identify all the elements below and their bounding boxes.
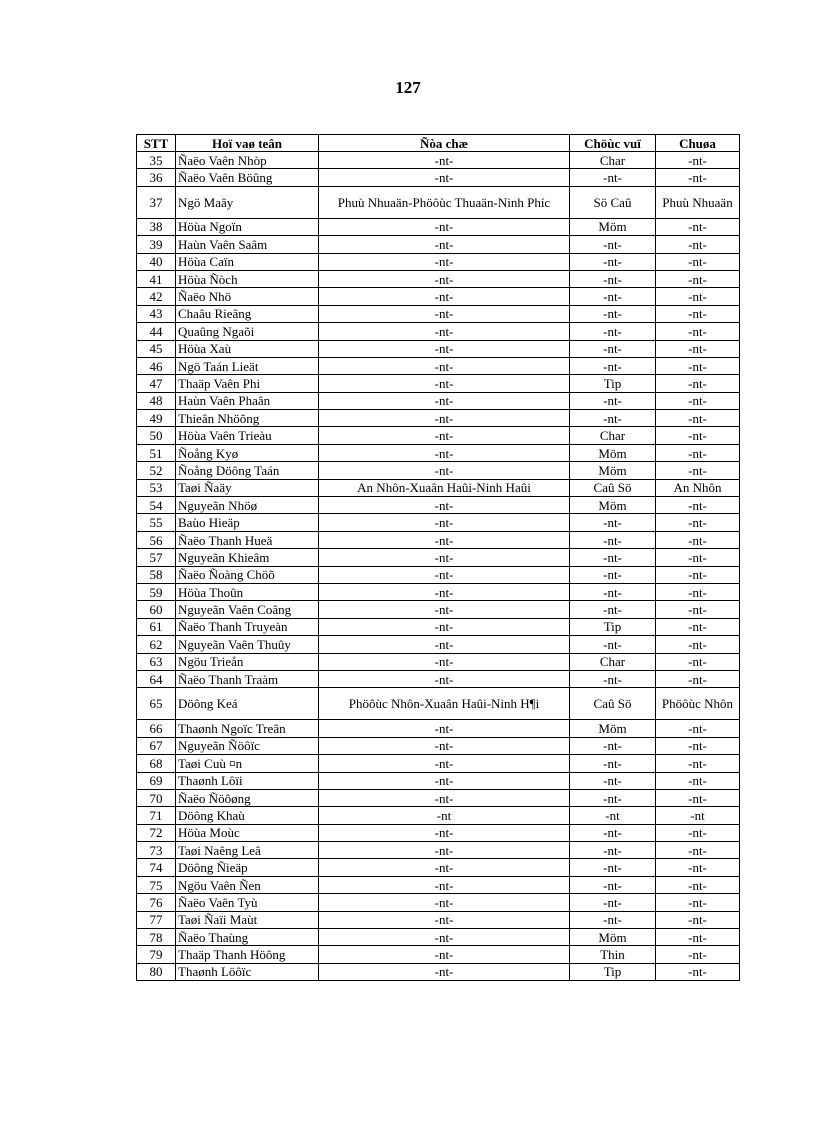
cell-title: -nt-: [570, 392, 656, 409]
cell-address: -nt-: [319, 911, 570, 928]
cell-title: -nt-: [570, 755, 656, 772]
cell-address: -nt-: [319, 340, 570, 357]
cell-address: -nt-: [319, 531, 570, 548]
cell-stt: 57: [137, 549, 176, 566]
cell-address: -nt-: [319, 236, 570, 253]
cell-title: -nt-: [570, 323, 656, 340]
cell-address: -nt-: [319, 427, 570, 444]
cell-pagoda: -nt-: [656, 253, 740, 270]
cell-pagoda: -nt-: [656, 340, 740, 357]
cell-title: Caû Sö: [570, 688, 656, 720]
header-address: Ñòa chæ: [319, 135, 570, 152]
cell-title: -nt-: [570, 842, 656, 859]
cell-name: Ñaëo Thanh Traàm: [176, 670, 319, 687]
cell-address: -nt-: [319, 636, 570, 653]
table-row: [137, 497, 740, 514]
cell-title: Caû Sö: [570, 479, 656, 496]
cell-stt: 56: [137, 531, 176, 548]
table-row: [137, 963, 740, 980]
cell-pagoda: -nt-: [656, 772, 740, 789]
cell-pagoda: -nt: [656, 807, 740, 824]
cell-address: -nt-: [319, 755, 570, 772]
table-row: [137, 392, 740, 409]
table-row: [137, 566, 740, 583]
cell-stt: 62: [137, 636, 176, 653]
cell-name: Höùa Caïn: [176, 253, 319, 270]
cell-address: -nt-: [319, 392, 570, 409]
cell-address: -nt-: [319, 789, 570, 806]
cell-stt: 47: [137, 375, 176, 392]
cell-title: -nt-: [570, 737, 656, 754]
cell-title: -nt-: [570, 549, 656, 566]
cell-stt: 50: [137, 427, 176, 444]
cell-title: -nt-: [570, 236, 656, 253]
table-row: [137, 807, 740, 824]
table-row: [137, 218, 740, 235]
cell-title: Möm: [570, 497, 656, 514]
cell-title: -nt-: [570, 340, 656, 357]
table-row: [137, 583, 740, 600]
table-row: [137, 720, 740, 737]
cell-name: Thieân Nhöõng: [176, 410, 319, 427]
cell-address: -nt-: [319, 859, 570, 876]
cell-name: Nguyeãn Vaên Thuûy: [176, 636, 319, 653]
cell-stt: 42: [137, 288, 176, 305]
cell-pagoda: -nt-: [656, 653, 740, 670]
cell-name: Ñaëo Ñoàng Chöõ: [176, 566, 319, 583]
cell-name: Haùn Vaên Phaân: [176, 392, 319, 409]
cell-name: Höùa Vaên Trieàu: [176, 427, 319, 444]
cell-name: Taøi Naêng Leâ: [176, 842, 319, 859]
cell-stt: 65: [137, 688, 176, 720]
cell-pagoda: -nt-: [656, 270, 740, 287]
cell-name: Ngö Maây: [176, 186, 319, 218]
cell-stt: 66: [137, 720, 176, 737]
cell-name: Ñaëo Ñöôøng: [176, 789, 319, 806]
cell-address: -nt-: [319, 497, 570, 514]
cell-address: -nt-: [319, 720, 570, 737]
table-row: [137, 514, 740, 531]
cell-address: -nt-: [319, 410, 570, 427]
cell-stt: 37: [137, 186, 176, 218]
cell-stt: 68: [137, 755, 176, 772]
cell-name: Höùa Ñòch: [176, 270, 319, 287]
cell-name: Haùn Vaên Saâm: [176, 236, 319, 253]
table-row: [137, 169, 740, 186]
table-row: [137, 253, 740, 270]
cell-name: Ngö Taán Lieät: [176, 357, 319, 374]
cell-pagoda: -nt-: [656, 497, 740, 514]
cell-address: -nt-: [319, 824, 570, 841]
cell-stt: 55: [137, 514, 176, 531]
table-row: [137, 618, 740, 635]
cell-title: -nt-: [570, 531, 656, 548]
table-row: [137, 340, 740, 357]
cell-stt: 43: [137, 305, 176, 322]
cell-stt: 60: [137, 601, 176, 618]
cell-stt: 40: [137, 253, 176, 270]
cell-address: -nt-: [319, 653, 570, 670]
cell-title: -nt-: [570, 670, 656, 687]
cell-name: Döông Khaù: [176, 807, 319, 824]
cell-address: -nt-: [319, 842, 570, 859]
cell-pagoda: -nt-: [656, 946, 740, 963]
cell-title: -nt-: [570, 636, 656, 653]
table-row: [137, 531, 740, 548]
cell-name: Thaäp Vaên Phi: [176, 375, 319, 392]
cell-title: -nt-: [570, 911, 656, 928]
cell-address: -nt-: [319, 305, 570, 322]
cell-pagoda: -nt-: [656, 549, 740, 566]
cell-name: Nguyeãn Ñöôïc: [176, 737, 319, 754]
cell-address: -nt-: [319, 549, 570, 566]
cell-address: -nt-: [319, 218, 570, 235]
cell-address: -nt-: [319, 929, 570, 946]
cell-pagoda: -nt-: [656, 218, 740, 235]
header-pagoda: Chuøa: [656, 135, 740, 152]
cell-name: Thaønh Löôïc: [176, 963, 319, 980]
cell-stt: 54: [137, 497, 176, 514]
table-row: [137, 653, 740, 670]
cell-address: -nt-: [319, 963, 570, 980]
cell-name: Ñaëo Vaên Böûng: [176, 169, 319, 186]
cell-title: -nt-: [570, 305, 656, 322]
cell-stt: 69: [137, 772, 176, 789]
cell-address: -nt-: [319, 152, 570, 169]
cell-address: -nt-: [319, 323, 570, 340]
cell-name: Thaäp Thanh Höông: [176, 946, 319, 963]
cell-title: -nt-: [570, 169, 656, 186]
cell-stt: 79: [137, 946, 176, 963]
cell-pagoda: -nt-: [656, 720, 740, 737]
cell-name: Döông Keá: [176, 688, 319, 720]
cell-address: -nt-: [319, 375, 570, 392]
cell-name: Ñaëo Thanh Truyeàn: [176, 618, 319, 635]
cell-stt: 44: [137, 323, 176, 340]
table-row: [137, 288, 740, 305]
cell-pagoda: -nt-: [656, 410, 740, 427]
cell-stt: 51: [137, 444, 176, 461]
table-row: [137, 894, 740, 911]
cell-title: -nt-: [570, 894, 656, 911]
table-row: [137, 824, 740, 841]
table-row: [137, 152, 740, 169]
cell-title: -nt-: [570, 288, 656, 305]
cell-name: Höùa Ngoïn: [176, 218, 319, 235]
cell-stt: 36: [137, 169, 176, 186]
cell-title: -nt-: [570, 253, 656, 270]
cell-pagoda: -nt-: [656, 859, 740, 876]
cell-name: Ngöu Vaên Ñen: [176, 876, 319, 893]
cell-name: Chaâu Rieâng: [176, 305, 319, 322]
cell-title: Möm: [570, 218, 656, 235]
cell-title: -nt-: [570, 514, 656, 531]
cell-stt: 74: [137, 859, 176, 876]
cell-address: -nt-: [319, 462, 570, 479]
table-header-row: [137, 135, 740, 152]
table-row: [137, 375, 740, 392]
cell-title: Tip: [570, 963, 656, 980]
cell-address: -nt-: [319, 583, 570, 600]
table-row: [137, 946, 740, 963]
cell-pagoda: -nt-: [656, 427, 740, 444]
cell-pagoda: -nt-: [656, 755, 740, 772]
table-row: [137, 427, 740, 444]
table-row: [137, 270, 740, 287]
table-row: [137, 772, 740, 789]
table-row: [137, 789, 740, 806]
cell-pagoda: -nt-: [656, 236, 740, 253]
table-row: [137, 236, 740, 253]
cell-pagoda: -nt-: [656, 462, 740, 479]
cell-name: Taøi Ñaäy: [176, 479, 319, 496]
cell-pagoda: -nt-: [656, 842, 740, 859]
table-row: [137, 323, 740, 340]
cell-name: Ñoång Kyø: [176, 444, 319, 461]
table-row: [137, 186, 740, 218]
cell-pagoda: -nt-: [656, 323, 740, 340]
cell-title: -nt: [570, 807, 656, 824]
cell-stt: 64: [137, 670, 176, 687]
cell-pagoda: -nt-: [656, 583, 740, 600]
cell-pagoda: -nt-: [656, 670, 740, 687]
cell-title: -nt-: [570, 601, 656, 618]
cell-address: -nt-: [319, 357, 570, 374]
cell-pagoda: -nt-: [656, 963, 740, 980]
cell-address: -nt-: [319, 670, 570, 687]
cell-title: -nt-: [570, 410, 656, 427]
table-row: [137, 670, 740, 687]
cell-pagoda: -nt-: [656, 375, 740, 392]
cell-stt: 58: [137, 566, 176, 583]
cell-pagoda: -nt-: [656, 737, 740, 754]
cell-title: Möm: [570, 444, 656, 461]
table-row: [137, 305, 740, 322]
cell-address: -nt-: [319, 514, 570, 531]
cell-stt: 39: [137, 236, 176, 253]
cell-name: Baùo Hieäp: [176, 514, 319, 531]
cell-title: -nt-: [570, 789, 656, 806]
table-row: [137, 444, 740, 461]
cell-stt: 45: [137, 340, 176, 357]
cell-name: Ñoång Döông Taán: [176, 462, 319, 479]
cell-pagoda: -nt-: [656, 152, 740, 169]
table-row: [137, 755, 740, 772]
cell-title: Tip: [570, 375, 656, 392]
cell-title: Sö Caû: [570, 186, 656, 218]
cell-title: -nt-: [570, 270, 656, 287]
cell-stt: 73: [137, 842, 176, 859]
cell-name: Ñaëo Vaên Nhòp: [176, 152, 319, 169]
table-row: [137, 876, 740, 893]
cell-pagoda: -nt-: [656, 169, 740, 186]
cell-name: Ñaëo Thanh Hueä: [176, 531, 319, 548]
cell-stt: 77: [137, 911, 176, 928]
cell-stt: 35: [137, 152, 176, 169]
cell-stt: 75: [137, 876, 176, 893]
cell-address: -nt-: [319, 270, 570, 287]
cell-pagoda: -nt-: [656, 894, 740, 911]
cell-address: -nt-: [319, 169, 570, 186]
cell-title: Möm: [570, 720, 656, 737]
table-row: [137, 636, 740, 653]
table-row: [137, 410, 740, 427]
cell-stt: 72: [137, 824, 176, 841]
cell-title: Thin: [570, 946, 656, 963]
cell-name: Ngöu Trieån: [176, 653, 319, 670]
cell-title: -nt-: [570, 772, 656, 789]
cell-address: -nt-: [319, 253, 570, 270]
table-row: [137, 549, 740, 566]
cell-title: Char: [570, 152, 656, 169]
page-number: 127: [395, 78, 421, 97]
cell-pagoda: -nt-: [656, 789, 740, 806]
cell-pagoda: -nt-: [656, 601, 740, 618]
cell-pagoda: -nt-: [656, 618, 740, 635]
cell-address: -nt-: [319, 566, 570, 583]
cell-stt: 41: [137, 270, 176, 287]
cell-pagoda: -nt-: [656, 357, 740, 374]
cell-name: Döông Ñieäp: [176, 859, 319, 876]
cell-address: Phuù Nhuaän-Phöôùc Thuaän-Ninh Phíc: [319, 186, 570, 218]
cell-title: -nt-: [570, 876, 656, 893]
cell-stt: 61: [137, 618, 176, 635]
cell-title: -nt-: [570, 583, 656, 600]
cell-name: Nguyeãn Khieâm: [176, 549, 319, 566]
cell-address: -nt-: [319, 288, 570, 305]
table-body: [137, 152, 740, 981]
cell-stt: 78: [137, 929, 176, 946]
table-row: [137, 357, 740, 374]
cell-address: -nt-: [319, 876, 570, 893]
cell-title: Möm: [570, 462, 656, 479]
cell-pagoda: -nt-: [656, 824, 740, 841]
cell-pagoda: Phuù Nhuaän: [656, 186, 740, 218]
cell-title: -nt-: [570, 824, 656, 841]
table-row: [137, 859, 740, 876]
cell-stt: 70: [137, 789, 176, 806]
cell-name: Quaûng Ngaõi: [176, 323, 319, 340]
cell-pagoda: -nt-: [656, 305, 740, 322]
cell-address: Phöôùc Nhôn-Xuaân Haûi-Ninh H¶i: [319, 688, 570, 720]
cell-stt: 80: [137, 963, 176, 980]
cell-address: -nt-: [319, 894, 570, 911]
header-title: Chöùc vuï: [570, 135, 656, 152]
cell-address: -nt-: [319, 946, 570, 963]
cell-name: Thaønh Lôïi: [176, 772, 319, 789]
cell-pagoda: -nt-: [656, 444, 740, 461]
table-row: [137, 601, 740, 618]
cell-pagoda: -nt-: [656, 288, 740, 305]
cell-title: -nt-: [570, 357, 656, 374]
table-row: [137, 479, 740, 496]
cell-pagoda: An Nhôn: [656, 479, 740, 496]
cell-address: -nt: [319, 807, 570, 824]
cell-stt: 59: [137, 583, 176, 600]
cell-name: Höùa Xaù: [176, 340, 319, 357]
cell-title: Char: [570, 653, 656, 670]
table-row: [137, 911, 740, 928]
cell-stt: 48: [137, 392, 176, 409]
cell-pagoda: -nt-: [656, 514, 740, 531]
cell-title: -nt-: [570, 859, 656, 876]
table-row: [137, 737, 740, 754]
cell-title: Möm: [570, 929, 656, 946]
cell-pagoda: -nt-: [656, 636, 740, 653]
cell-stt: 52: [137, 462, 176, 479]
cell-pagoda: Phöôùc Nhôn: [656, 688, 740, 720]
cell-address: -nt-: [319, 772, 570, 789]
cell-stt: 76: [137, 894, 176, 911]
table-row: [137, 462, 740, 479]
cell-pagoda: -nt-: [656, 566, 740, 583]
cell-address: -nt-: [319, 737, 570, 754]
cell-name: Taøi Cuù ¤n: [176, 755, 319, 772]
table-row: [137, 842, 740, 859]
cell-stt: 71: [137, 807, 176, 824]
cell-stt: 53: [137, 479, 176, 496]
cell-name: Ñaëo Vaên Tyù: [176, 894, 319, 911]
cell-pagoda: -nt-: [656, 911, 740, 928]
cell-name: Ñaëo Nhö: [176, 288, 319, 305]
cell-name: Höùa Moùc: [176, 824, 319, 841]
cell-stt: 38: [137, 218, 176, 235]
cell-pagoda: -nt-: [656, 876, 740, 893]
cell-address: -nt-: [319, 601, 570, 618]
cell-address: -nt-: [319, 444, 570, 461]
table-row: [137, 688, 740, 720]
cell-address: An Nhôn-Xuaân Haûi-Ninh Haûi: [319, 479, 570, 496]
table-row: [137, 929, 740, 946]
cell-stt: 67: [137, 737, 176, 754]
cell-name: Nguyeãn Vaên Coâng: [176, 601, 319, 618]
cell-name: Höùa Thoûn: [176, 583, 319, 600]
cell-name: Nguyeãn Nhöø: [176, 497, 319, 514]
cell-stt: 46: [137, 357, 176, 374]
cell-stt: 63: [137, 653, 176, 670]
cell-pagoda: -nt-: [656, 392, 740, 409]
cell-stt: 49: [137, 410, 176, 427]
cell-name: Taøi Ñaïi Maùt: [176, 911, 319, 928]
cell-address: -nt-: [319, 618, 570, 635]
header-stt: STT: [137, 135, 176, 152]
cell-title: Char: [570, 427, 656, 444]
cell-pagoda: -nt-: [656, 929, 740, 946]
roster-table: [136, 134, 740, 981]
cell-title: Tip: [570, 618, 656, 635]
cell-title: -nt-: [570, 566, 656, 583]
cell-name: Ñaëo Thaùng: [176, 929, 319, 946]
cell-pagoda: -nt-: [656, 531, 740, 548]
header-name: Hoï vaø teân: [176, 135, 319, 152]
cell-name: Thaønh Ngoïc Treân: [176, 720, 319, 737]
